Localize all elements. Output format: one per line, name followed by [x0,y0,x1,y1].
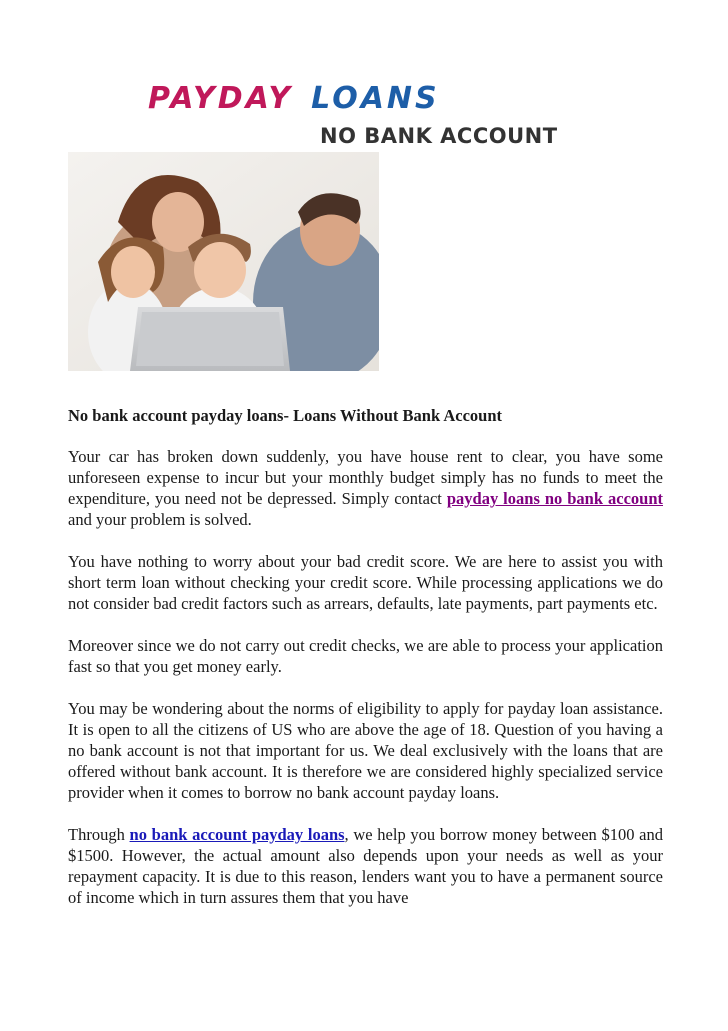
paragraph-5 [68,824,663,908]
paragraph-1-end: and your problem is solved. [68,510,252,529]
paragraph-1-start: Your car has broken down suddenly, you have house rent to clear, you have some unforeseen expense to incur but your monthly budget simply has no funds to meet the expenditure, you need not be depressed. Simply contact [68,447,663,508]
logo-word-payday: PAYDAY [148,81,294,116]
family-laptop-photo [68,152,379,371]
article [68,405,663,929]
logo-subtitle: NO BANK ACCOUNT [320,124,558,148]
brand-logo [148,82,580,152]
link-no-bank-account-payday-loans[interactable]: no bank account payday loans [129,825,345,844]
article-title: No bank account payday loans- Loans Without Bank Account [68,406,503,425]
paragraph-2: You have nothing to worry about your bad credit score. We are here to assist you with short term loan without checking your credit score. While processing applications we do not consider bad credit factors such as arrears, defaults, late payments, part payments etc. [68,552,663,613]
logo-word-loans: LOANS [311,81,440,116]
paragraph-3: Moreover since we do not carry out credit checks, we are able to process your application fast so that you get money early. [68,636,663,676]
paragraph-5-start: Through [68,825,130,844]
paragraph-5-end: , we help you borrow money between $100 and $1500. However, the actual amount also depends upon your needs as well as your repayment capacity. It is due to this reason, lenders want you to have a permanent source of income which in turn assures them that you have [68,825,663,907]
paragraph-1 [68,446,663,530]
link-payday-loans-no-bank-account[interactable]: payday loans no bank account [446,489,663,508]
paragraph-4: You may be wondering about the norms of eligibility to apply for payday loan assistance. It is open to all the citizens of US who are above the age of 18. Question of you having a no bank account is not that important for us. We deal exclusively with the loans that are offered without bank account. It is therefore we are considered highly specialized service provider when it comes to borrow no bank account payday loans. [68,699,663,802]
logo-title [148,82,580,116]
